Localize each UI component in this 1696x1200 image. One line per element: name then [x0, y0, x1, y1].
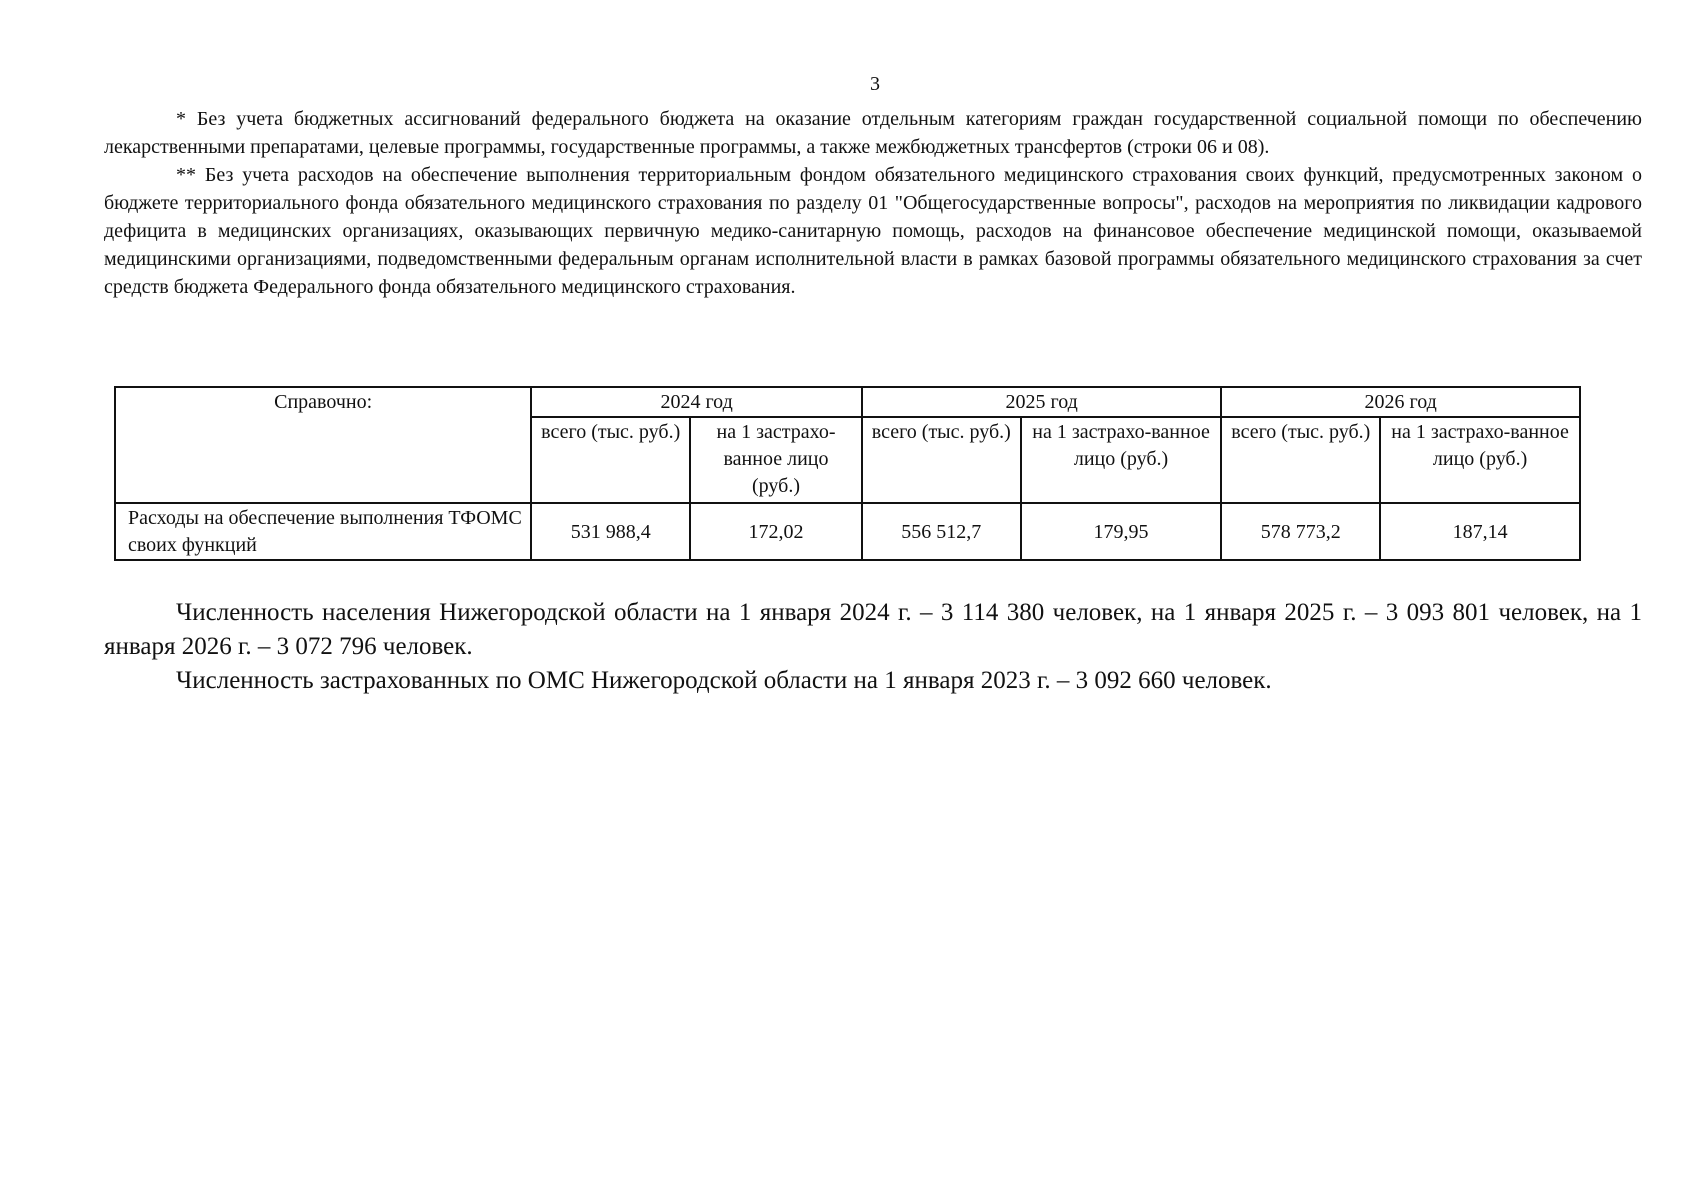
value-per-person-2026: 187,14 [1380, 503, 1580, 560]
subheader-total-2024: всего (тыс. руб.) [531, 417, 690, 503]
table-corner-label: Справочно: [115, 387, 531, 503]
row-label: Расходы на обеспечение выполнения ТФОМС своих функций [115, 503, 531, 560]
year-header-2024: 2024 год [531, 387, 862, 417]
table-row [115, 503, 1580, 560]
value-total-2024: 531 988,4 [531, 503, 690, 560]
insured-paragraph: Численность застрахованных по ОМС Нижегородской области на 1 января 2023 г. – 3 092 660 человек. [176, 667, 1272, 694]
subheader-per-person-2026: на 1 застрахо-ванное лицо (руб.) [1380, 417, 1580, 503]
population-paragraph: Численность населения Нижегородской области на 1 января 2024 г. – 3 114 380 человек, на 1 января 2025 г. – 3 093 801 человек, на 1 января 2026 г. – 3 072 796 человек. [104, 599, 1642, 660]
value-total-2026: 578 773,2 [1221, 503, 1380, 560]
value-total-2025: 556 512,7 [862, 503, 1021, 560]
reference-table [114, 386, 1581, 561]
value-per-person-2024: 172,02 [690, 503, 862, 560]
body-text [104, 596, 1642, 698]
year-header-2025: 2025 год [862, 387, 1222, 417]
page-number: 3 [870, 73, 880, 95]
year-header-2026: 2026 год [1221, 387, 1580, 417]
footnotes [104, 105, 1642, 301]
subheader-per-person-2025: на 1 застрахо-ванное лицо (руб.) [1021, 417, 1222, 503]
subheader-total-2025: всего (тыс. руб.) [862, 417, 1021, 503]
footnote-single-asterisk: * Без учета бюджетных ассигнований федерального бюджета на оказание отдельным категориям граждан государственной социальной помощи по обеспечению лекарственными препаратами, целевые программы, государственные программы, а также межбюджетных трансфертов (строки 06 и 08). [104, 108, 1642, 158]
table-header-years-row [115, 387, 1580, 417]
footnote-double-asterisk: ** Без учета расходов на обеспечение выполнения территориальным фондом обязательного медицинского страхования своих функций, предусмотренных законом о бюджете территориального фонда обязательного медицинского страхования по разделу 01 "Общегосударственные вопросы", расходов на мероприятия по ликвидации кадрового дефицита в медицинских организациях, оказывающих первичную медико-санитарную помощь, расходов на финансовое обеспечение медицинской помощи, оказываемой медицинскими организациями, подведомственными федеральным органам исполнительной власти в рамках базовой программы обязательного медицинского страхования за счет средств бюджета Федерального фонда обязательного медицинского страхования. [104, 164, 1642, 298]
subheader-per-person-2024: на 1 застрахо-ванное лицо (руб.) [690, 417, 862, 503]
subheader-total-2026: всего (тыс. руб.) [1221, 417, 1380, 503]
value-per-person-2025: 179,95 [1021, 503, 1222, 560]
